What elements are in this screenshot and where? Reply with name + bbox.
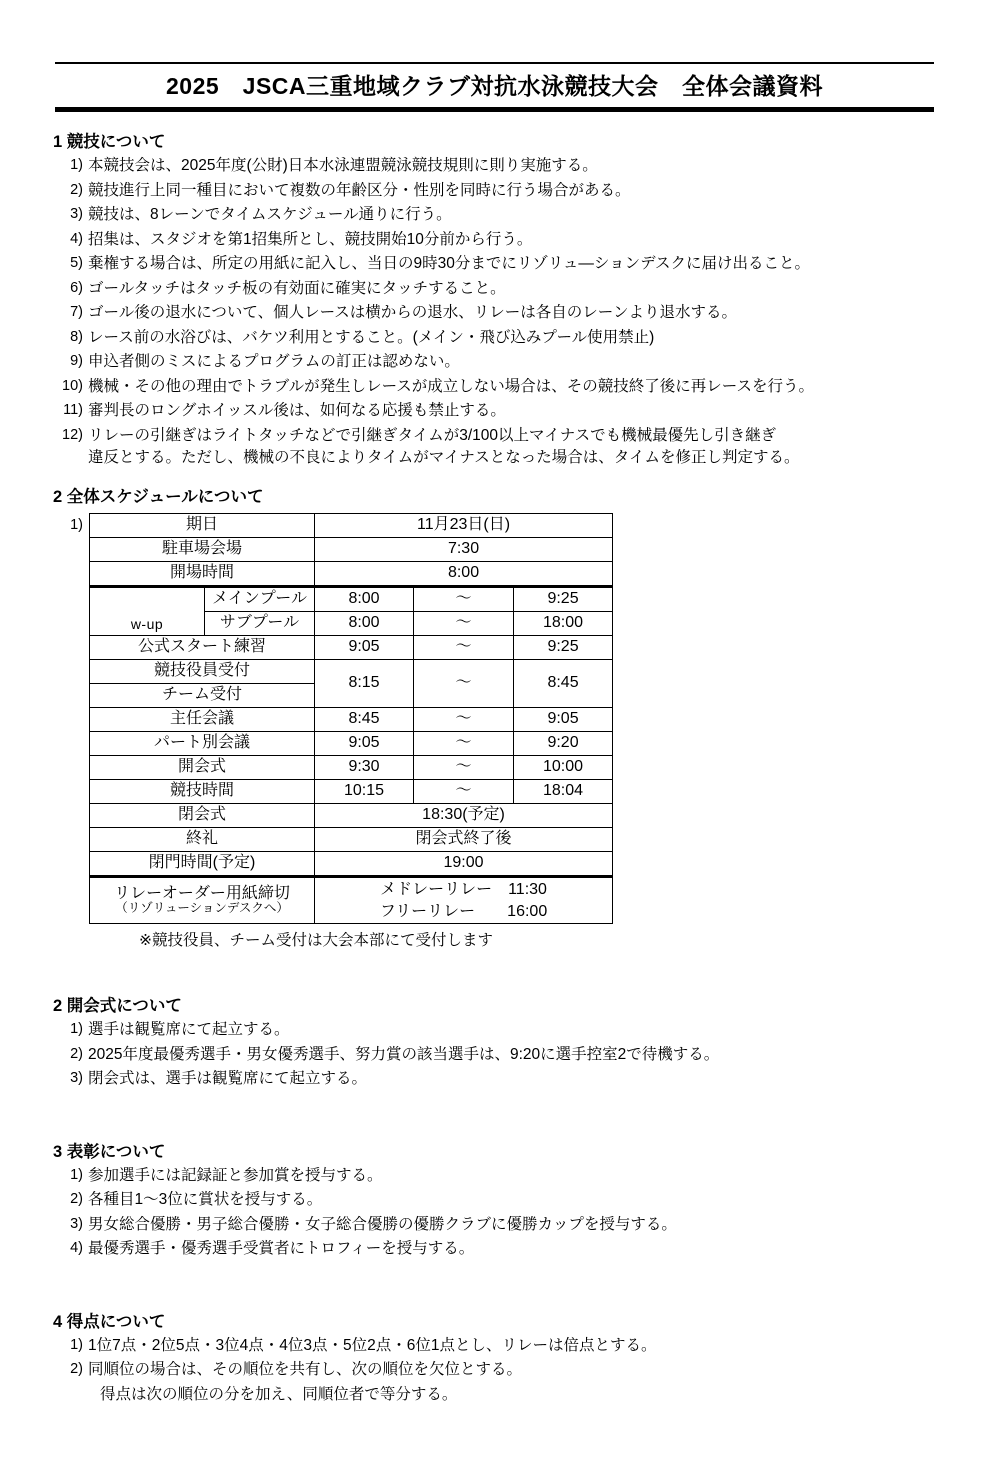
list-item-number: 2) [70, 1191, 83, 1208]
list-item-number: 6) [70, 279, 83, 296]
list-item-text: 参加選手には記録証と参加賞を授与する。 [88, 1166, 383, 1184]
cell-open-label: 開場時間 [90, 562, 315, 587]
list-item-text: レース前の水浴びは、バケツ利用とすること。(メイン・飛び込みプール使用禁止) [88, 328, 655, 346]
cell-start-practice-start: 9:05 [315, 636, 414, 660]
cell-opening-end: 10:00 [514, 756, 613, 780]
cell-start-practice-tilde: ～ [414, 636, 514, 660]
cell-officials-label: 競技役員受付 [90, 660, 315, 684]
list-item-text: ゴールタッチはタッチ板の有効面に確実にタッチすること。 [88, 279, 506, 297]
list-item-text: 同順位の場合は、その順位を共有し、次の順位を欠位とする。 [88, 1361, 523, 1379]
cell-wup-main-label: メインプール [205, 587, 315, 612]
cell-competition-end: 18:04 [514, 780, 613, 804]
list-item-number: 1) [70, 1021, 83, 1038]
cell-closing-value: 18:30(予定) [315, 804, 613, 828]
list-item-number: 1) [70, 1336, 83, 1353]
cell-reception-tilde: ～ [414, 660, 514, 708]
list-item-text: 申込者側のミスによるプログラムの訂正は認めない。 [88, 353, 460, 370]
list-item [53, 207, 989, 223]
cell-relay-label [90, 877, 315, 924]
section-competition-list [53, 158, 989, 467]
cell-team-label: チーム受付 [90, 684, 315, 708]
cell-chief-meeting-tilde: ～ [414, 708, 514, 732]
list-item-continuation [53, 445, 989, 467]
cell-chief-meeting-end: 9:05 [514, 708, 613, 732]
title-rule-bottom-inner [55, 111, 934, 112]
list-item-text: 各種目1～3位に賞状を授与する。 [88, 1191, 323, 1209]
cell-reception-start: 8:15 [315, 660, 414, 708]
list-item-number: 1) [70, 1166, 83, 1183]
list-item-text: 本競技会は、2025年度(公財)日本水泳連盟競泳競技規則に則り実施する。 [88, 157, 598, 174]
list-item [53, 1022, 989, 1038]
schedule-table [89, 513, 613, 924]
list-item-number: 9) [70, 353, 83, 369]
cell-opening-start: 9:30 [315, 756, 414, 780]
cell-parking-value: 7:30 [315, 538, 613, 562]
section-competition-heading: 1 競技について [53, 133, 166, 151]
cell-wup-sub-end: 18:00 [514, 612, 613, 636]
cell-competition-start: 10:15 [315, 780, 414, 804]
list-item-text: 機械・その他の理由でトラブルが発生しレースが成立しない場合は、その競技終了後に再レースを行う。 [88, 377, 815, 395]
table-row [90, 756, 613, 780]
list-item [53, 1241, 989, 1257]
list-item [53, 379, 989, 395]
list-item-continuation-text: 得点は次の順位の分を加え、同順位者で等分する。 [100, 1385, 458, 1403]
list-item-text: 閉会式は、選手は観覧席にて起立する。 [88, 1070, 368, 1088]
list-item-number: 3) [70, 1070, 83, 1087]
list-item-number: 2) [70, 1361, 83, 1378]
relay-label-sub: （リゾリューションデスクへ） [115, 901, 289, 916]
page-title: 2025 JSCA三重地域クラブ対抗水泳競技大会 全体会議資料 [165, 73, 824, 99]
list-item-number: 1) [70, 157, 83, 173]
cell-final-label: 終礼 [90, 828, 315, 852]
cell-wup-sub-start: 8:00 [315, 612, 414, 636]
cell-reception-end: 8:45 [514, 660, 613, 708]
list-item [53, 281, 989, 297]
section-awards-heading: 3 表彰について [53, 1142, 166, 1161]
document-page [0, 62, 989, 1462]
list-item-text: 棄権する場合は、所定の用紙に記入し、当日の9時30分までにリゾリュ―ションデスクに届け出ること。 [88, 255, 810, 272]
list-item-text: 男女総合優勝・男子総合優勝・女子総合優勝の優勝クラブに優勝カップを授与する。 [88, 1215, 677, 1233]
schedule-list-marker: 1) [70, 517, 83, 533]
list-item-text: 最優秀選手・優秀選手受賞者にトロフィーを授与する。 [88, 1240, 475, 1258]
section-scoring-list [53, 1338, 989, 1404]
list-item [53, 1168, 989, 1184]
section-scoring [53, 1308, 989, 1404]
list-item-text: ゴール後の退水について、個人レースは横からの退水、リレーは各自のレーンより退水する。 [88, 304, 737, 321]
list-item-number: 3) [70, 1215, 83, 1232]
list-item-number: 11) [63, 402, 83, 418]
table-row [90, 514, 613, 538]
list-item [53, 428, 989, 444]
title-block [55, 62, 934, 112]
list-item-number: 12) [62, 426, 83, 443]
list-item-text: 競技進行上同一種目において複数の年齢区分・性別を同時に行う場合がある。 [88, 181, 631, 199]
list-item [53, 158, 989, 174]
list-item-number: 2) [70, 1045, 83, 1062]
list-item-number: 7) [70, 304, 83, 320]
list-item-text: 競技は、8レーンでタイムスケジュール通りに行う。 [88, 206, 452, 223]
cell-relay-value [315, 877, 613, 924]
relay-medley-time: メドレーリレー 11:30 [380, 881, 547, 898]
table-row [90, 538, 613, 562]
table-row [90, 852, 613, 877]
list-item-continuation-text: 違反とする。ただし、機械の不良によりタイムがマイナスとなった場合は、タイムを修正し判定する。 [88, 449, 800, 466]
relay-label-main: リレーオーダー用紙締切 [114, 884, 290, 902]
cell-wup-sub-tilde: ～ [414, 612, 514, 636]
list-item-number: 2) [70, 181, 83, 198]
cell-wup-main-end: 9:25 [514, 587, 613, 612]
list-item [53, 403, 989, 419]
cell-part-meeting-end: 9:20 [514, 732, 613, 756]
list-item [53, 1217, 989, 1233]
list-item [53, 232, 989, 248]
list-item-number: 4) [70, 1240, 83, 1257]
table-row [90, 660, 613, 684]
section-schedule-heading: 2 全体スケジュールについて [53, 488, 264, 506]
section-opening-ceremony-heading: 2 開会式について [53, 997, 182, 1016]
cell-parking-label: 駐車場会場 [90, 538, 315, 562]
section-competition [53, 128, 989, 467]
cell-opening-tilde: ～ [414, 756, 514, 780]
cell-part-meeting-start: 9:05 [315, 732, 414, 756]
list-item-number: 8) [70, 328, 83, 345]
section-scoring-heading: 4 得点について [53, 1312, 166, 1331]
list-item [53, 1071, 989, 1087]
list-item [53, 256, 989, 272]
cell-part-meeting-label: パート別会議 [90, 732, 315, 756]
list-item-text: 1位7点・2位5点・3位4点・4位3点・5位2点・6位1点とし、リレーは倍点とする。 [88, 1336, 657, 1354]
cell-chief-meeting-start: 8:45 [315, 708, 414, 732]
cell-wup-main-start: 8:00 [315, 587, 414, 612]
list-item-number: 10) [62, 377, 83, 394]
table-row [90, 804, 613, 828]
list-item [53, 183, 989, 199]
cell-wup-sub-label: サブプール [205, 612, 315, 636]
cell-closing-label: 閉会式 [90, 804, 315, 828]
cell-competition-tilde: ～ [414, 780, 514, 804]
list-item [53, 354, 989, 370]
list-item-continuation [53, 1382, 989, 1404]
cell-open-value: 8:00 [315, 562, 613, 587]
section-schedule [53, 483, 989, 950]
cell-date-value: 11月23日(日) [315, 514, 613, 538]
cell-start-practice-label: 公式スタート練習 [90, 636, 315, 660]
cell-date-label: 期日 [90, 514, 315, 538]
table-row [90, 828, 613, 852]
cell-start-practice-end: 9:25 [514, 636, 613, 660]
table-row [90, 562, 613, 587]
section-awards-list [53, 1168, 989, 1257]
list-item-text: 審判長のロングホイッスル後は、如何なる応援も禁止する。 [88, 402, 506, 419]
cell-wup-main-tilde: ～ [414, 587, 514, 612]
list-item-text: 2025年度最優秀選手・男女優秀選手、努力賞の該当選手は、9:20に選手控室2で待機する。 [88, 1045, 720, 1063]
table-row [90, 732, 613, 756]
list-item [53, 330, 989, 346]
cell-gate-label: 閉門時間(予定) [90, 852, 315, 877]
section-opening-ceremony [53, 992, 989, 1087]
list-item-text: 招集は、スタジオを第1招集所とし、競技開始10分前から行う。 [88, 230, 533, 248]
list-item [53, 305, 989, 321]
table-row [90, 587, 613, 612]
table-row [90, 877, 613, 924]
list-item-number: 4) [70, 230, 83, 247]
list-item-text: 選手は観覧席にて起立する。 [88, 1021, 290, 1039]
cell-part-meeting-tilde: ～ [414, 732, 514, 756]
cell-opening-label: 開会式 [90, 756, 315, 780]
list-item [53, 1338, 989, 1354]
list-item-number: 5) [70, 255, 83, 271]
section-awards [53, 1138, 989, 1257]
schedule-note: ※競技役員、チーム受付は大会本部にて受付します [139, 932, 493, 950]
section-opening-ceremony-list [53, 1022, 989, 1087]
list-item-text: リレーの引継ぎはライトタッチなどで引継ぎタイムが3/100以上マイナスでも機械最優先し引き継ぎ [88, 426, 777, 444]
relay-free-time: フリーリレー 16:00 [379, 902, 548, 920]
list-item [53, 1192, 989, 1208]
schedule-table-wrapper [53, 513, 989, 924]
cell-chief-meeting-label: 主任会議 [90, 708, 315, 732]
list-item-number: 3) [70, 206, 83, 222]
cell-competition-label: 競技時間 [90, 780, 315, 804]
cell-gate-value: 19:00 [315, 852, 613, 877]
table-row [90, 636, 613, 660]
table-row [90, 708, 613, 732]
table-row [90, 780, 613, 804]
list-item [53, 1047, 989, 1063]
cell-wup-label: w-up [90, 587, 205, 636]
cell-final-value: 閉会式終了後 [315, 828, 613, 852]
list-item [53, 1362, 989, 1378]
